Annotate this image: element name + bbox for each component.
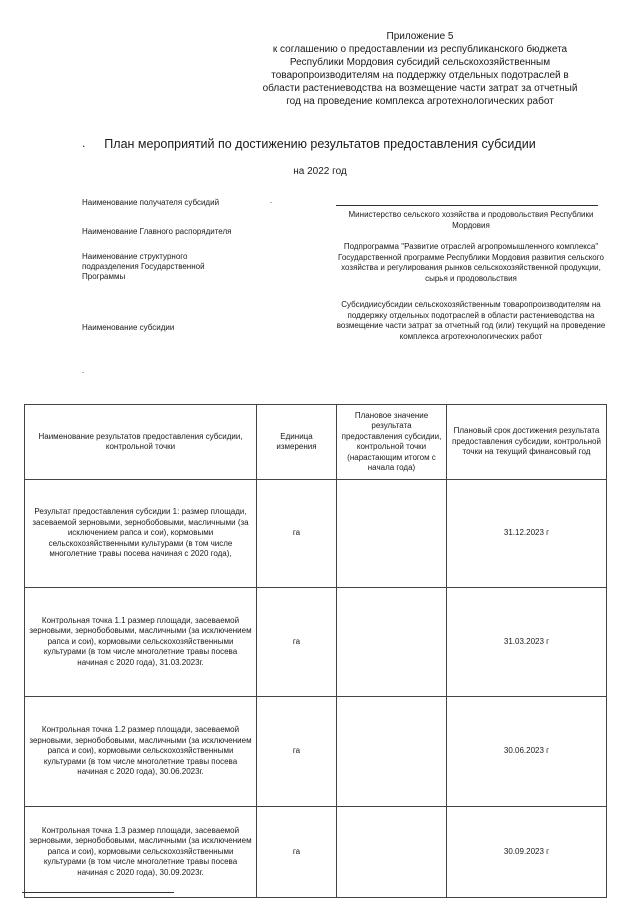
appendix-line: к соглашению о предоставлении из республиканского бюджета (272, 44, 568, 55)
appendix-block (240, 30, 600, 108)
header-planned-value: Плановое значение результата предоставления субсидии, контрольной точки (нарастающим итогом с начала года) (337, 405, 447, 480)
row-unit: га (257, 480, 337, 588)
row-planned-date: 31.03.2023 г (447, 588, 607, 697)
row-planned-value (337, 480, 447, 588)
row-planned-value (337, 588, 447, 697)
recipient-label: Наименование получателя субсидий (82, 198, 220, 207)
year-label: на 2022 год (293, 166, 347, 177)
distributor-label: Наименование Главного распорядителя (82, 227, 232, 236)
row-planned-date: 31.12.2023 г (447, 480, 607, 588)
appendix-line: Приложение 5 (386, 31, 454, 42)
appendix-line: Республики Мордовия субсидий сельскохозяйственным (289, 57, 551, 68)
page-title: План мероприятий по достижению результатов предоставления субсидии (104, 137, 536, 151)
header-result-name: Наименование результатов предоставления субсидии, контрольной точки (25, 405, 257, 480)
subsidy-value: Субсидиисубсидии сельскохозяйственным товаропроизводителям на поддержку отдельных подотраслей в области растениеводства на возмещение части затрат за отчетный год (или) текущий на проведение комплекса агротехнологических работ (336, 300, 606, 341)
table-row (25, 807, 607, 898)
appendix-line: области растениеводства на возмещение части затрат за отчетный (262, 83, 578, 94)
row-planned-value (337, 807, 447, 898)
row-result-name: Контрольная точка 1.1 размер площади, засеваемой зерновыми, зернобобовыми, масличными (за исключением рапса и сои), кормовыми сельскохозяйственными культурами (в том числе многолетние травы посева начиная с 2020 года), 31.03.2023г. (25, 588, 257, 697)
row-result-name: Контрольная точка 1.2 размер площади, засеваемой зерновыми, зернобобовыми, масличными (за исключением рапса и сои), кормовыми сельскохозяйственными культурами (в том числе многолетние травы посева начиная с 2020 года), 30.06.2023г. (25, 697, 257, 807)
row-unit: га (257, 697, 337, 807)
appendix-line: год на проведение комплекса агротехнологических работ (286, 96, 554, 107)
header-unit: Единица измерения (257, 405, 337, 480)
row-result-name: Контрольная точка 1.3 размер площади, засеваемой зерновыми, зернобобовыми, масличными (за исключением рапса и сои), кормовыми сельскохозяйственными культурами (в том числе многолетние травы посева начиная с 2020 года), 30.09.2023г. (25, 807, 257, 898)
header-planned-date: Плановый срок достижения результата предоставления субсидии, контрольной точки на текущий финансовый год (447, 405, 607, 480)
table-header-row (25, 405, 607, 480)
row-planned-date: 30.06.2023 г (447, 697, 607, 807)
table-row (25, 697, 607, 807)
row-result-name: Результат предоставления субсидии 1: размер площади, засеваемой зерновыми, зернобобовыми, масличными (за исключением рапса и сои), кормовыми сельскохозяйственными культурами (в том числе многолетние травы посева начиная с 2020 года), (25, 480, 257, 588)
stray-mark: . (82, 136, 86, 150)
page-title-block (0, 137, 640, 151)
subdivision-value: Подпрограмма "Развитие отраслей агропромышленного комплекса" Государственной программе Республики Мордовия развития сельского хозяйства и регулирования рынков сельскохозяйственной продукции, сырья и продовольствия (338, 242, 604, 283)
table-row (25, 588, 607, 697)
distributor-value: Министерство сельского хозяйства и продовольствия Республики Мордовия (348, 210, 594, 230)
table-row (25, 480, 607, 588)
appendix-line: товаропроизводителям на поддержку отдельных подотраслей в (271, 70, 569, 81)
stray-mark: . (270, 196, 273, 205)
subsidy-label: Наименование субсидии (82, 323, 175, 332)
plan-table (24, 404, 607, 898)
row-unit: га (257, 588, 337, 697)
row-planned-date: 30.09.2023 г (447, 807, 607, 898)
row-planned-value (337, 697, 447, 807)
row-unit: га (257, 807, 337, 898)
recipient-field-line (336, 205, 598, 206)
subdivision-label: Наименование структурного подразделения Государственной Программы (82, 252, 205, 281)
footnote-divider (22, 892, 174, 893)
stray-mark: . (82, 366, 85, 375)
